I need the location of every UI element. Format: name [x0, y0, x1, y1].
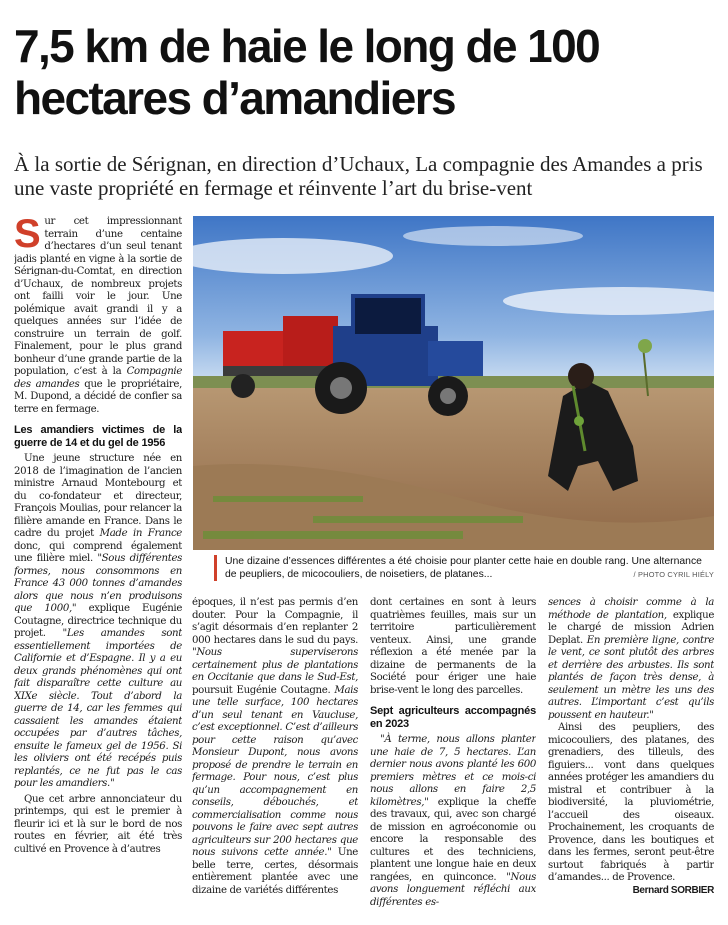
- paragraph: Ainsi des peupliers, des micocouliers, des platanes, des grenadiers, des tilleuls, des figuiers... vont dans quelques années protéger les amandiers du mistral et contribuer à la biodiversité, la pluviométrie, l’accueil des oiseaux. Prochainement, les croquants de Provence, dans les boutiques et dans les fermes, seront peut-être surtout fabriqués à partir d’amandes... de Provence.: [548, 722, 714, 883]
- photo-caption: Une dizaine d’essences différentes a été choisie pour planter cette haie en double rang. Une alternance de peupliers, de micocouliers, de noisetiers, de platanes...: [214, 555, 714, 581]
- paragraph: Que cet arbre annonciateur du printemps, qui est le premier à fleurir ici et là sur le bord de nos routes en février, ait été très cultivé en Provence à d’autres: [14, 793, 182, 855]
- photo-credit: / PHOTO CYRIL HIÉLY: [633, 570, 714, 579]
- byline: Bernard SORBIER: [632, 884, 714, 896]
- lead-paragraph: Sur cet impressionnant terrain d’une centaine d’hectares d’un seul tenant jadis planté en vigne à la sortie de Sérignan-du-Comtat, en direction d’Uchaux, de nombreux projets ont failli voir le jour. Une polémique avait grandi il y a quelques années sur l’idée de construire un terrain de golf. Finalement, pour le plus grand bonheur d’une grande partie de la population, c’est à la Compagnie des amandes que le propriétaire, M. Dupond, a décidé de confier sa terre en fermage.: [14, 216, 182, 415]
- subhead-guerre-gel: Les amandiers victimes de la guerre de 14 et du gel de 1956: [14, 424, 182, 449]
- article-column-4: [548, 597, 714, 917]
- drop-cap: S: [14, 216, 41, 256]
- subhead-sept-agriculteurs: Sept agriculteurs accompagnés en 2023: [370, 705, 536, 730]
- paragraph: Une jeune structure née en 2018 de l’imagination de l’ancien ministre Arnaud Montebourg et du co-fondateur et directeur, François Moulias, pour relancer la filière amande en France. Dans le cadre du projet Made in France donc, qui comprend également une filière miel. "Sous différentes formes, nous consommons en France 43 000 tonnes d’amandes alors que nous n’en produisons que 1000," explique Eugénie Coutagne, directrice technique du projet. "Les amandes sont essentiellement importées de Californie et d’Espagne. Il y a eu deux grands phénomènes qui ont fait disparaître cette culture au XIXe siècle. Tout d’abord la guerre de 14, car les femmes qui cassaient les amandes étaient occupées par d’autres tâches, ensuite le fameux gel de 1956. Si les oliviers ont été recépés puis replantés, ce ne fut pas le cas pour les amandiers.": [14, 453, 182, 789]
- article-column-1: [14, 216, 182, 916]
- headline: 7,5 km de haie le long de 100 hectares d’amandiers: [14, 20, 600, 124]
- article-column-2: [192, 597, 358, 917]
- tractor-photo: [193, 216, 714, 550]
- paragraph: époques, il n’est pas permis d’en douter. Pour la Compagnie, il s’agit désormais d’en replanter 2 000 hectares dans le sud du pays. "Nous superviserons certainement plus de plantations en Occitanie que dans le Sud-Est, poursuit Eugénie Coutagne. Mais une telle surface, 100 hectares d’un seul tenant en Vaucluse, c’est exceptionnel. C’est d’ailleurs pour cette raison qu’avec Monsieur Dupont, nous avons proposé de prendre le terrain en fermage. Pour nous, c’est plus qu’un accompagnement en conseils, débouchés, et commercialisation comme nous pouvons le faire avec sept autres agriculteurs sur 200 hectares que nous suivons cette année." Une belle terre, certes, désormais entièrement plantée avec une dizaine de variétés différentes: [192, 597, 358, 896]
- paragraph: sences à choisir comme à la méthode de plantation, explique le chargé de mission Adrien Deplat. En première ligne, contre le vent, ce sont plutôt des arbres et derrière des arbustes. Ils sont plantés de façon très dense, à seulement un mètre les uns des autres. L’important c’est qu’ils poussent en hauteur.": [548, 597, 714, 721]
- article-column-3: [370, 597, 536, 917]
- photo-illustration: [193, 216, 714, 550]
- paragraph: dont certaines en sont à leurs quatrièmes feuilles, mais sur un territoire particulièrement venteux. Ainsi, une grande réflexion a été menée par la dizaine de permanents de la Société pour ériger une haie brise-vent le long des parcelles.: [370, 597, 536, 696]
- standfirst: À la sortie de Sérignan, en direction d’Uchaux, La compagnie des Amandes a pris une vaste propriété en fermage et réinvente l’art du brise-vent: [14, 152, 703, 200]
- paragraph: "À terme, nous allons planter une haie de 7, 5 hectares. L’an dernier nous avons planté les 600 premiers mètres et ce mois-ci nous allons en faire 2,5 kilomètres," explique la cheffe des travaux, qui, avec son chargé de mission en agroéconomie ou encore la responsable des cultures et des techniciens, plantent une longue haie en deux rangées, en quinconce. "Nous avons longuement réfléchi aux différentes es-: [370, 734, 536, 908]
- byline-wrap: [548, 885, 714, 898]
